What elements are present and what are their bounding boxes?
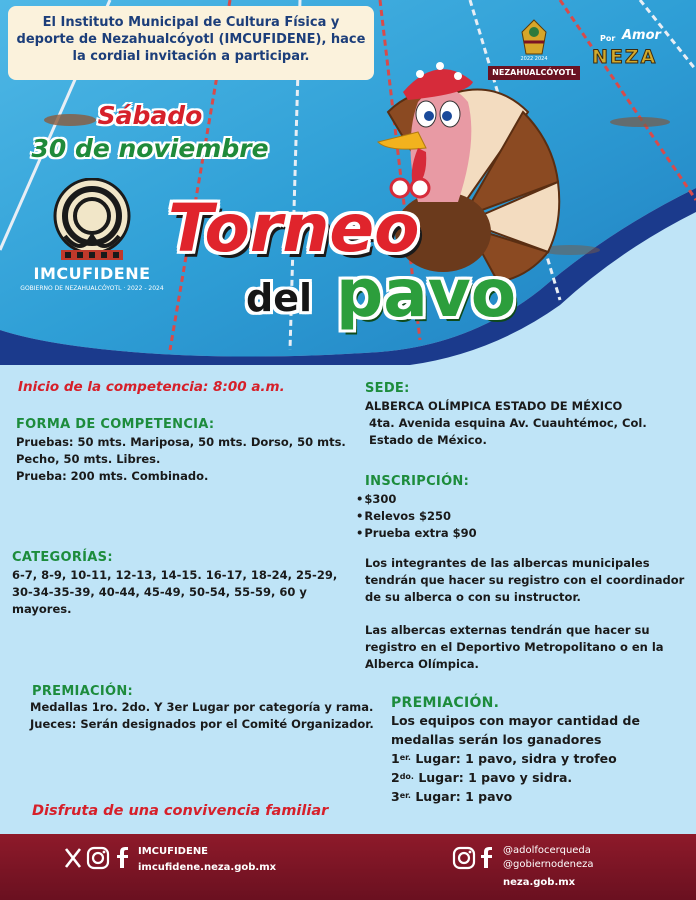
awards-left-title: PREMIACIÓN: bbox=[32, 684, 134, 699]
date-number: 30 de noviembre bbox=[31, 134, 269, 163]
footer-handle-right-1[interactable]: @adolfocerqueda bbox=[503, 845, 591, 856]
format-combined: Prueba: 200 mts. Combinado. bbox=[16, 469, 209, 483]
footer-site-right[interactable]: neza.gob.mx bbox=[503, 877, 576, 888]
logo-neza: NEZA bbox=[592, 46, 658, 68]
social-icons-left bbox=[64, 846, 134, 870]
social-icons-right bbox=[452, 846, 498, 870]
venue-title: SEDE: bbox=[365, 381, 410, 396]
awards-intro: Los equipos con mayor cantidad de medallas serán los ganadores bbox=[391, 713, 640, 747]
title-pavo: pavo bbox=[336, 255, 517, 332]
external-registration bbox=[365, 622, 685, 673]
registration-fees bbox=[365, 491, 685, 542]
venue-name: ALBERCA OLÍMPICA ESTADO DE MÉXICO bbox=[365, 399, 623, 413]
place-first: $1^{er.}$ Lugar: 1 pavo, sidra y trofeo bbox=[391, 751, 617, 766]
imcufidene-gov: GOBIERNO DE NEZAHUALCÓYOTL · 2022 - 2024 bbox=[20, 285, 164, 292]
categories-text: 6-7, 8-9, 10-11, 12-13, 14-15. 16-17, 18-24, 25-29, 30-34-35-39, 40-44, 45-49, 50-54, 55-59, 60 y mayores. bbox=[12, 568, 338, 616]
start-time bbox=[18, 376, 285, 395]
external-registration-text: Las albercas externas tendrán que hacer su registro en el Deportivo Metropolitano o en la Alberca Olímpica. bbox=[365, 623, 664, 671]
footer-handle-right-2[interactable]: @gobiernodeneza bbox=[503, 859, 594, 870]
place-third: $3^{er.}$ Lugar: 1 pavo bbox=[391, 789, 513, 804]
awards-medals: Medallas 1ro. 2do. Y 3er Lugar por categoría y rama. bbox=[30, 700, 374, 714]
footer-site-left[interactable]: imcufidene.neza.gob.mx bbox=[138, 862, 277, 873]
event-date bbox=[30, 100, 270, 166]
registration bbox=[365, 474, 685, 542]
hero-banner bbox=[0, 0, 696, 365]
awards-right bbox=[391, 695, 696, 806]
neza-years: 2022 2024 bbox=[520, 56, 548, 62]
invitation-box bbox=[8, 6, 374, 80]
venue-address: 4ta. Avenida esquina Av. Cuauhtémoc, Col. Estado de México. bbox=[369, 416, 647, 447]
municipal-registration-text: Los integrantes de las albercas municipales tendrán que hacer su registro con el coordinador de su alberca o con su instructor. bbox=[365, 556, 685, 604]
start-time-text: Inicio de la competencia: 8:00 a.m. bbox=[18, 379, 285, 395]
por-amor-neza-logo bbox=[592, 30, 682, 72]
imcufidene-emblem-icon bbox=[51, 178, 133, 262]
municipal-registration bbox=[365, 555, 685, 606]
instagram-icon[interactable] bbox=[88, 848, 108, 868]
fee-item: • Prueba extra $90 bbox=[365, 525, 685, 542]
venue bbox=[365, 381, 685, 449]
categories bbox=[12, 550, 342, 618]
fee-item: • Relevos $250 bbox=[365, 508, 685, 525]
place-second: $2^{do.}$ Lugar: 1 pavo y sidra. bbox=[391, 770, 573, 785]
awards-judges: Jueces: Serán designados por el Comité Organizador. bbox=[30, 717, 374, 731]
title-del: del bbox=[246, 276, 312, 320]
date-day: Sábado bbox=[97, 101, 203, 130]
categories-title: CATEGORÍAS: bbox=[12, 550, 113, 565]
family-message-text: Disfruta de una convivencia familiar bbox=[32, 803, 329, 819]
nezahualcoyotl-logo bbox=[488, 18, 580, 82]
format-events: Pruebas: 50 mts. Mariposa, 50 mts. Dorso, 50 mts. Pecho, 50 mts. Libres. bbox=[16, 435, 346, 466]
registration-title: INSCRIPCIÓN: bbox=[365, 474, 470, 489]
nezahualcoyotl-emblem-icon bbox=[488, 18, 580, 58]
neza-name: NEZAHUALCÓYOTL bbox=[488, 66, 580, 80]
facebook-icon[interactable] bbox=[481, 847, 492, 868]
footer bbox=[0, 834, 696, 900]
awards-left bbox=[32, 684, 382, 733]
title-torneo: Torneo bbox=[168, 190, 420, 267]
footer-handle-left[interactable]: IMCUFIDENE bbox=[138, 846, 209, 857]
awards-right-title: PREMIACIÓN. bbox=[391, 695, 500, 711]
fee-item: • $300 bbox=[365, 491, 685, 508]
facebook-icon[interactable] bbox=[117, 847, 128, 868]
family-message bbox=[32, 800, 328, 819]
instagram-icon[interactable] bbox=[454, 848, 474, 868]
logo-por: Por bbox=[600, 34, 616, 43]
x-icon[interactable] bbox=[66, 849, 80, 867]
format-title: FORMA DE COMPETENCIA: bbox=[16, 417, 215, 432]
competition-format bbox=[16, 417, 346, 485]
logo-amor: Amor bbox=[622, 28, 661, 43]
imcufidene-logo bbox=[18, 178, 166, 318]
invitation-text: El Instituto Municipal de Cultura Física y deporte de Nezahualcóyotl (IMCUFIDENE), hace la cordial invitación a participar. bbox=[16, 15, 366, 64]
imcufidene-name: IMCUFIDENE bbox=[33, 264, 151, 283]
